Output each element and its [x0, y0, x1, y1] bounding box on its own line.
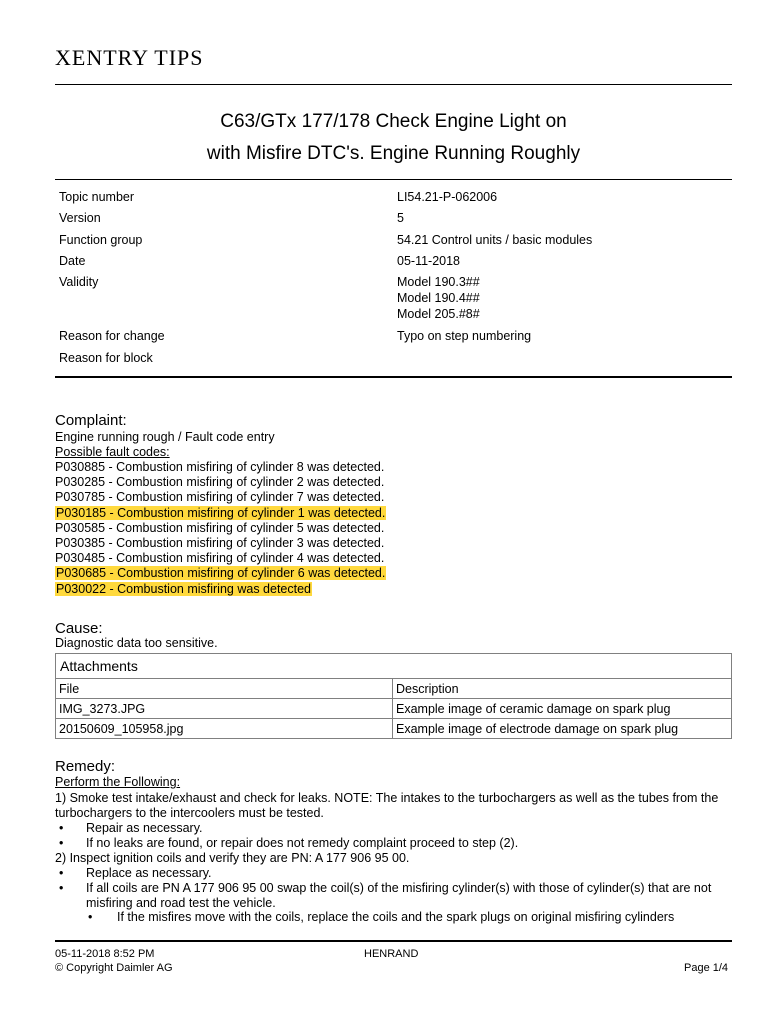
- meta-label: Version: [59, 211, 101, 225]
- footer-copyright: © Copyright Daimler AG: [55, 962, 173, 974]
- remedy-step-1-bullet: If no leaks are found, or repair does not remedy complaint proceed to step (2).: [86, 836, 519, 850]
- complaint-summary: Engine running rough / Fault code entry: [55, 430, 275, 444]
- bullet-icon: •: [59, 881, 64, 895]
- meta-value: LI54.21-P-062006: [397, 190, 498, 204]
- meta-label: Date: [59, 254, 86, 268]
- meta-label: Validity: [59, 275, 99, 289]
- meta-value: Model 190.4##: [397, 291, 480, 305]
- fault-code-text: P030585 - Combustion misfiring of cylinder 5 was detected.: [55, 520, 385, 535]
- meta-value: 5: [397, 211, 404, 225]
- footer-user: HENRAND: [364, 948, 419, 960]
- fault-code-text: P030785 - Combustion misfiring of cylinder 7 was detected.: [55, 490, 385, 505]
- meta-value: Model 205.#8#: [397, 307, 480, 321]
- meta-value: 54.21 Control units / basic modules: [397, 233, 593, 247]
- remedy-step-2-bullet: If all coils are PN A 177 906 95 00 swap the coil(s) of the misfiring cylinder(s) with those of cylinder(s) that are not misfiring and road test the vehicle.: [86, 881, 712, 910]
- footer-page-number: Page 1/4: [684, 962, 729, 974]
- fault-code-item: [55, 521, 384, 536]
- document-title-line2: with Misfire DTC's. Engine Running Roughly: [206, 143, 581, 164]
- fault-code-item: [55, 475, 384, 490]
- meta-label: Function group: [59, 233, 143, 247]
- attachments-table: [55, 653, 732, 739]
- fault-code-item: [55, 536, 384, 551]
- attachments-caption: Attachments: [56, 654, 732, 679]
- cause-heading: Cause:: [55, 620, 103, 637]
- fault-code-item: [55, 506, 386, 521]
- attachment-description: Example image of electrode damage on spark plug: [393, 719, 732, 739]
- remedy-step-1-bullet: Repair as necessary.: [86, 821, 203, 835]
- fault-code-item: [55, 582, 312, 597]
- remedy-step-2: 2) Inspect ignition coils and verify they are PN: A 177 906 95 00.: [55, 851, 410, 865]
- fault-codes-heading: Possible fault codes:: [55, 445, 170, 459]
- highlighted-fault-code: P030022 - Combustion misfiring was detected: [56, 581, 311, 596]
- attachment-file-link[interactable]: 20150609_105958.jpg: [56, 719, 393, 739]
- fault-code-item: [55, 551, 384, 566]
- remedy-step-1: 1) Smoke test intake/exhaust and check for leaks. NOTE: The intakes to the turbochargers as well as the tubes from the turbochargers to the intercoolers must be tested.: [55, 791, 719, 820]
- meta-label: Topic number: [59, 190, 135, 204]
- meta-label: Reason for block: [59, 351, 153, 365]
- complaint-heading: Complaint:: [55, 412, 127, 429]
- meta-label: Reason for change: [59, 329, 165, 343]
- highlighted-fault-code: P030185 - Combustion misfiring of cylinder 1 was detected.: [56, 505, 386, 520]
- header-rule: [55, 84, 732, 85]
- bullet-icon: •: [59, 866, 64, 880]
- meta-value: Model 190.3##: [397, 275, 480, 289]
- brand-logo: XENTRY TIPS: [55, 45, 204, 70]
- bullet-icon: •: [59, 836, 64, 850]
- attachment-file-link[interactable]: IMG_3273.JPG: [56, 699, 393, 719]
- column-header-file: File: [56, 679, 393, 699]
- cause-text: Diagnostic data too sensitive.: [55, 636, 218, 650]
- highlighted-fault-code: P030685 - Combustion misfiring of cylinder 6 was detected.: [56, 566, 386, 581]
- fault-code-text: P030485 - Combustion misfiring of cylinder 4 was detected.: [55, 551, 385, 566]
- remedy-step-2-bullet: Replace as necessary.: [86, 866, 212, 880]
- remedy-subheading: Perform the Following:: [55, 775, 181, 789]
- fault-code-text: P030885 - Combustion misfiring of cylinder 8 was detected.: [55, 460, 385, 474]
- remedy-step-2-subbullet: If the misfires move with the coils, replace the coils and the spark plugs on original misfiring cylinders: [117, 910, 675, 924]
- footer-rule: [55, 940, 732, 942]
- table-row[interactable]: [56, 719, 732, 739]
- bullet-icon: •: [88, 910, 93, 924]
- meta-value: Typo on step numbering: [397, 329, 532, 343]
- fault-code-item: [55, 460, 384, 475]
- attachment-description: Example image of ceramic damage on spark plug: [393, 699, 732, 719]
- table-row[interactable]: [56, 699, 732, 719]
- meta-rule: [55, 376, 732, 378]
- fault-code-item: [55, 490, 384, 505]
- footer-datetime: 05-11-2018 8:52 PM: [55, 948, 155, 960]
- meta-value: 05-11-2018: [397, 254, 461, 268]
- bullet-icon: •: [59, 821, 64, 835]
- column-header-description: Description: [393, 679, 732, 699]
- fault-code-text: P030285 - Combustion misfiring of cylinder 2 was detected.: [55, 475, 385, 490]
- fault-code-item: [55, 566, 386, 581]
- title-rule: [55, 179, 732, 180]
- fault-code-text: P030385 - Combustion misfiring of cylinder 3 was detected.: [55, 536, 385, 550]
- remedy-heading: Remedy:: [55, 758, 116, 775]
- document-title-line1: C63/GTx 177/178 Check Engine Light on: [220, 111, 567, 132]
